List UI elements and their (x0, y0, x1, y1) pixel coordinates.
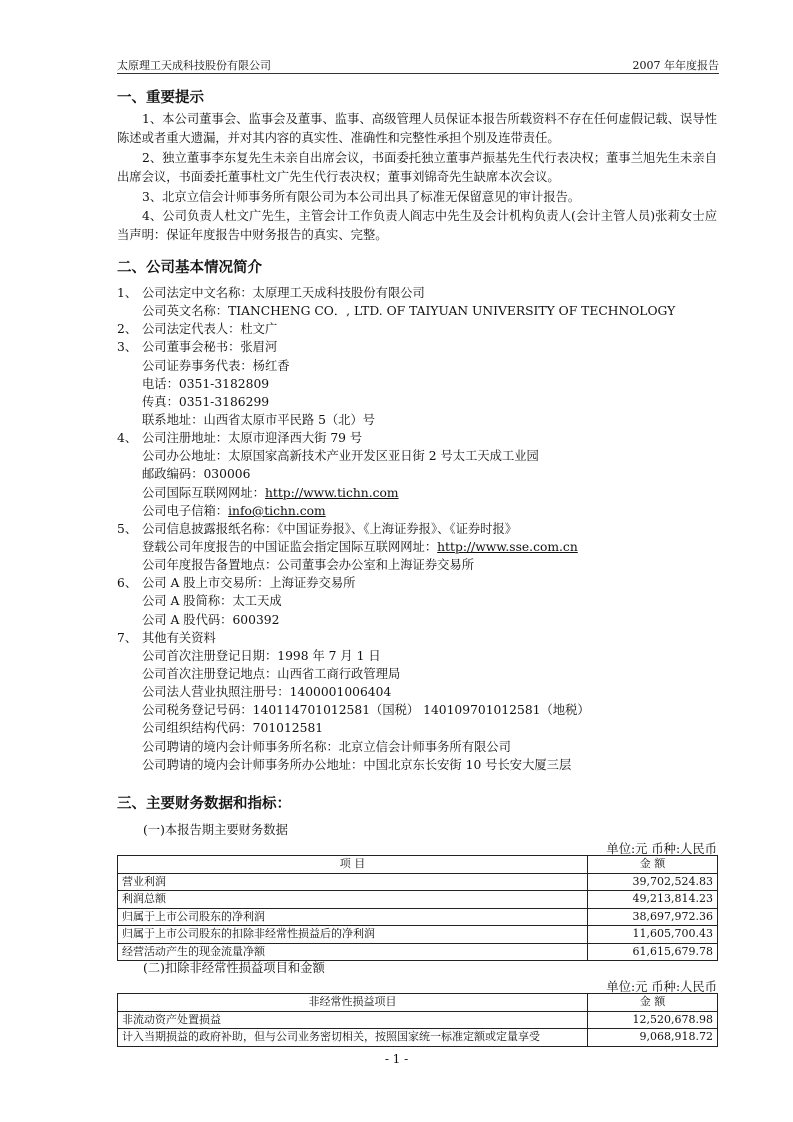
non-recurring-items-table (117, 993, 718, 1047)
page-header (117, 57, 719, 74)
main-financial-data-table (117, 855, 718, 961)
info-row: 邮政编码：030006 (142, 467, 251, 482)
info-row: 登载公司年度报告的中国证监会指定国际互联网网址：http://www.sse.com.cn (142, 539, 578, 554)
column-header-amount: 金 额 (588, 994, 718, 1012)
section-title-important-notice: 一、重要提示 (117, 90, 204, 106)
table-header-row (118, 994, 718, 1012)
info-row: 公司 A 股简称：太工天成 (142, 594, 282, 609)
table-row: 营业利润 39,702,524.83 (118, 873, 718, 891)
info-row: 公司聘请的境内会计师事务所办公地址：中国北京东长安街 10 号长安大厦三层 (142, 757, 572, 772)
info-row: 公司首次注册登记日期：1998 年 7 月 1 日 (142, 648, 381, 663)
info-row: 传真：0351-3186299 (142, 394, 270, 409)
info-row: 5、 公司信息披露报纸名称：《中国证券报》、《上海证券报》、《证券时报》 (117, 521, 518, 536)
info-row: 联系地址：山西省太原市平民路 5（北）号 (142, 412, 376, 427)
table-row: 计入当期损益的政府补助，但与公司业务密切相关，按照国家统一标准定额或定量享受 9,068,918.72 (118, 1029, 718, 1047)
info-row: 公司证券事务代表：杨红香 (142, 358, 290, 373)
table1-unit: 单位:元 币种:人民币 (606, 842, 717, 856)
info-row: 公司英文名称：TIANCHENG CO．, LTD. OF TAIYUAN UNIVERSITY OF TECHNOLOGY (142, 304, 676, 319)
info-row: 3、 公司董事会秘书：张眉河 (117, 340, 278, 355)
table1-subtitle: (一)本报告期主要财务数据 (143, 823, 288, 837)
email-link[interactable]: info@tichn.com (228, 503, 326, 518)
header-report-title: 2007 年年度报告 (632, 59, 719, 72)
section-title-company-profile: 二、公司基本情况简介 (117, 260, 262, 276)
table2-subtitle: (二)扣除非经常性损益项目和金额 (143, 961, 325, 975)
info-row: 6、 公司 A 股上市交易所：上海证券交易所 (117, 576, 356, 591)
column-header-item: 非经常性损益项目 (118, 994, 588, 1012)
info-row: 4、 公司注册地址：太原市迎泽西大街 79 号 (117, 431, 363, 446)
info-row: 公司年度报告备置地点：公司董事会办公室和上海证券交易所 (142, 558, 475, 573)
table2-unit: 单位:元 币种:人民币 (606, 980, 717, 994)
table-row: 利润总额 49,213,814.23 (118, 891, 718, 909)
info-row: 公司法人营业执照注册号：1400001006404 (142, 685, 392, 700)
info-row: 电话：0351-3182809 (142, 376, 270, 391)
info-row: 公司办公地址：太原国家高新技术产业开发区亚日街 2 号太工天成工业园 (142, 449, 539, 464)
page-number: - 1 - (384, 1052, 409, 1066)
info-row: 公司组织结构代码：701012581 (142, 721, 324, 736)
notice-item: 3、北京立信会计师事务所有限公司为本公司出具了标准无保留意见的审计报告。 (142, 189, 581, 204)
notice-item: 1、本公司董事会、监事会及董事、监事、高级管理人员保证本报告所载资料不存在任何虚假记载、误导性陈述或者重大遗漏，并对其内容的真实性、准确性和完整性承担个别及连带责任。 (117, 112, 717, 146)
info-row: 公司税务登记号码：140114701012581（国税） 140109701012581（地税） (142, 703, 590, 718)
column-header-amount: 金 额 (588, 856, 718, 874)
info-row: 2、 公司法定代表人：杜文广 (117, 322, 278, 337)
section-title-financial-data: 三、主要财务数据和指标： (117, 796, 291, 812)
table-row: 归属于上市公司股东的扣除非经常性损益后的净利润 11,605,700.43 (118, 926, 718, 944)
info-row: 公司首次注册登记地点：山西省工商行政管理局 (142, 666, 401, 681)
info-row: 公司聘请的境内会计师事务所名称：北京立信会计师事务所有限公司 (142, 739, 511, 754)
info-row: 7、 其他有关资料 (117, 630, 216, 645)
column-header-item: 项 目 (118, 856, 588, 874)
header-company: 太原理工天成科技股份有限公司 (117, 59, 271, 72)
info-row: 1、 公司法定中文名称：太原理工天成科技股份有限公司 (117, 286, 425, 300)
table-header-row (118, 856, 718, 874)
notice-item: 4、公司负责人杜文广先生，主管会计工作负责人阎志中先生及会计机构负责人(会计主管人员)张莉女士应当声明：保证年度报告中财务报告的真实、完整。 (117, 209, 717, 243)
info-row: 公司 A 股代码：600392 (142, 612, 280, 627)
notice-paragraphs (117, 110, 717, 246)
notice-item: 2、独立董事李东复先生未亲自出席会议，书面委托独立董事芦振基先生代行表决权；董事兰旭先生未亲自出席会议，书面委托董事杜文广先生代行表决权；董事刘锦奇先生缺席本次会议。 (117, 150, 717, 185)
company-info-list (117, 284, 717, 774)
info-row: 公司电子信箱：info@tichn.com (142, 503, 326, 518)
table-row: 经营活动产生的现金流量净额 61,615,679.78 (118, 943, 718, 961)
website-link[interactable]: http://www.tichn.com (264, 485, 399, 500)
table-row: 非流动资产处置损益 12,520,678.98 (118, 1011, 718, 1029)
info-row: 公司国际互联网网址：http://www.tichn.com (142, 485, 399, 500)
sse-link[interactable]: http://www.sse.com.cn (437, 539, 578, 554)
table-row: 归属于上市公司股东的净利润 38,697,972.36 (118, 908, 718, 926)
